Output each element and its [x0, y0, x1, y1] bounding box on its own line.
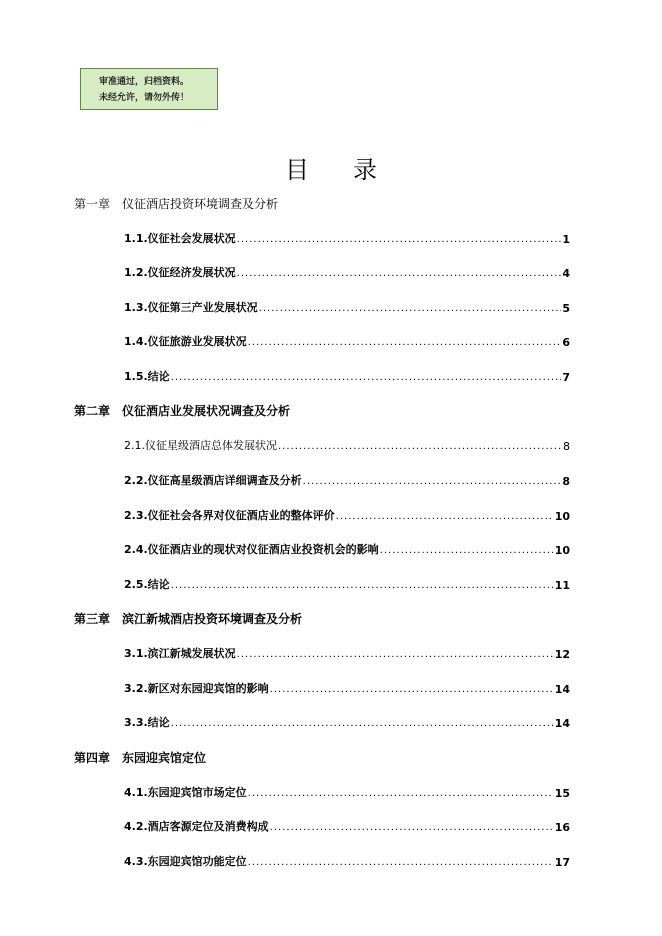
leader-dots — [248, 857, 554, 869]
toc-entry[interactable] — [124, 299, 570, 315]
toc-entry[interactable] — [124, 333, 570, 349]
toc-entry-page: 7 — [562, 371, 570, 384]
leader-dots — [171, 372, 562, 384]
leader-dots — [259, 303, 562, 315]
toc-entry-label: 2.3.仪征社会各界对仪征酒店业的整体评价 — [124, 509, 335, 522]
leader-dots — [270, 822, 554, 834]
toc-entry-page: 1 — [562, 233, 570, 246]
toc-entry[interactable] — [124, 264, 570, 280]
toc-entry[interactable] — [124, 714, 570, 730]
toc-entry[interactable] — [124, 230, 570, 246]
chapter-title: 滨江新城酒店投资环境调查及分析 — [122, 612, 303, 626]
chapter-number: 第三章 — [74, 612, 111, 626]
toc-entry-page: 5 — [562, 302, 570, 315]
toc-entry[interactable] — [124, 576, 570, 592]
toc-entry-page: 11 — [554, 579, 570, 592]
toc-entry-label: 3.1.滨江新城发展状况 — [124, 647, 236, 660]
toc-entry-page: 12 — [554, 648, 570, 661]
toc-entry-label: 1.2.仪征经济发展状况 — [124, 266, 236, 279]
toc-entry-page: 4 — [562, 267, 570, 280]
leader-dots — [303, 476, 562, 488]
toc-entry-label: 4.3.东园迎宾馆功能定位 — [124, 855, 247, 868]
toc-entry-label: 2.2.仪征高星级酒店详细调查及分析 — [124, 474, 302, 487]
toc-entry-label: 2.4.仪征酒店业的现状对仪征酒店业投资机会的影响 — [124, 543, 379, 556]
toc-entry[interactable] — [124, 784, 570, 800]
toc-entry-label: 2.1.仪征星级酒店总体发展状况 — [124, 439, 277, 452]
toc-entry[interactable] — [124, 645, 570, 661]
leader-dots — [237, 234, 562, 246]
toc-entry[interactable] — [124, 680, 570, 696]
toc-entry-page: 6 — [562, 336, 570, 349]
toc-entry[interactable] — [124, 437, 570, 453]
chapter-2-heading[interactable] — [74, 402, 290, 419]
toc-entry-label: 3.2.新区对东园迎宾馆的影响 — [124, 682, 269, 695]
toc-entry[interactable] — [124, 472, 570, 488]
toc-entry[interactable] — [124, 507, 570, 523]
toc-entry-label: 1.4.仪征旅游业发展状况 — [124, 335, 247, 348]
toc-entry-page: 8 — [563, 440, 570, 453]
leader-dots — [380, 545, 554, 557]
toc-entry-label: 1.3.仪征第三产业发展状况 — [124, 301, 258, 314]
toc-entry-page: 17 — [554, 856, 570, 869]
leader-dots — [278, 441, 562, 453]
notice-line-1: 审准通过，归档资料。 — [99, 77, 190, 87]
toc-entry-label: 1.1.仪征社会发展状况 — [124, 232, 236, 245]
toc-entry-label: 4.2.酒店客源定位及消费构成 — [124, 820, 269, 833]
toc-entry-page: 10 — [554, 510, 570, 523]
toc-entry[interactable] — [124, 853, 570, 869]
leader-dots — [237, 649, 554, 661]
chapter-1-heading[interactable] — [74, 195, 278, 212]
leader-dots — [171, 580, 554, 592]
chapter-title: 仪征酒店投资环境调查及分析 — [122, 197, 279, 211]
chapter-number: 第四章 — [74, 751, 111, 765]
leader-dots — [171, 718, 554, 730]
toc-entry[interactable] — [124, 541, 570, 557]
toc-entry[interactable] — [124, 368, 570, 384]
chapter-title: 东园迎宾馆定位 — [122, 751, 207, 765]
confidential-notice — [80, 68, 218, 110]
chapter-number: 第二章 — [74, 404, 111, 418]
leader-dots — [336, 511, 554, 523]
toc-entry-page: 16 — [554, 821, 570, 834]
toc-entry-label: 1.5.结论 — [124, 370, 170, 383]
leader-dots — [248, 337, 562, 349]
toc-entry-page: 14 — [554, 717, 570, 730]
toc-entry[interactable] — [124, 818, 570, 834]
toc-entry-page: 15 — [554, 787, 570, 800]
leader-dots — [270, 684, 554, 696]
toc-entry-label: 3.3.结论 — [124, 716, 170, 729]
toc-entry-page: 8 — [562, 475, 570, 488]
page-title: 目录 — [285, 156, 421, 184]
chapter-title: 仪征酒店业发展状况调查及分析 — [122, 404, 291, 418]
notice-line-2: 未经允许，请勿外传！ — [99, 93, 190, 103]
chapter-3-heading[interactable] — [74, 610, 302, 627]
chapter-number: 第一章 — [74, 197, 111, 211]
toc-entry-label: 2.5.结论 — [124, 578, 170, 591]
leader-dots — [248, 788, 554, 800]
toc-entry-page: 10 — [554, 544, 570, 557]
leader-dots — [237, 268, 562, 280]
toc-entry-label: 4.1.东园迎宾馆市场定位 — [124, 786, 247, 799]
chapter-4-heading[interactable] — [74, 749, 206, 766]
toc-entry-page: 14 — [554, 683, 570, 696]
